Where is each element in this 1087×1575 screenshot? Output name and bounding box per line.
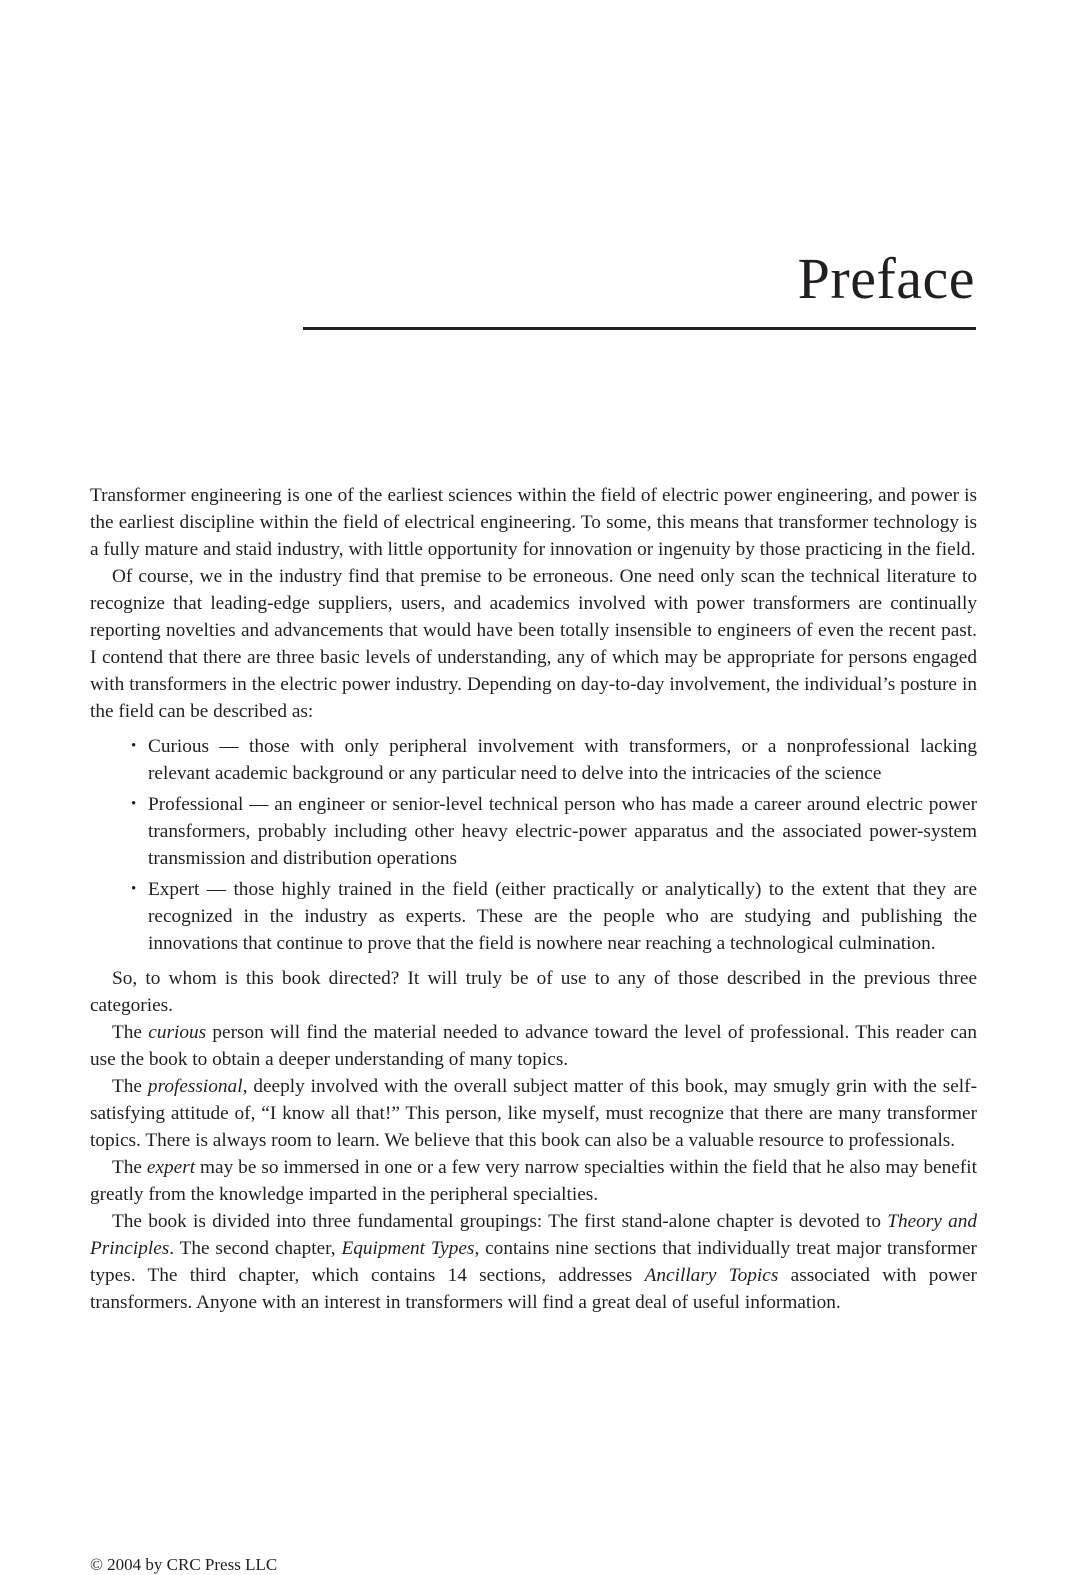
list-item-text: Expert — those highly trained in the field (either practically or analytically) to the extent that they are recognized in the industry as experts. These are the people who are studying and publishing the innovations that continue to prove that the field is nowhere near reaching a technological culmination. xyxy=(148,879,977,954)
paragraph-premise: Of course, we in the industry find that premise to be erroneous. One need only scan the technical literature to recognize that leading-edge suppliers, users, and academics involved with power transformers are continually reporting novelties and advancements that would have been totally insensible to engineers of even the recent past. I contend that there are three basic levels of understanding, any of which may be appropriate for persons engaged with transformers in the electric power industry. Depending on day-to-day involvement, the individual’s posture in the field can be described as: xyxy=(90,566,977,722)
emphasis-expert: expert xyxy=(146,1157,196,1178)
page-title: Preface xyxy=(797,246,975,311)
bullet-icon: • xyxy=(131,881,137,897)
text-run: . The second chapter, xyxy=(169,1238,342,1259)
emphasis-theory: Theory and Principles xyxy=(90,1211,977,1259)
text-run: The xyxy=(112,1076,148,1097)
paragraph-intro: Transformer engineering is one of the earliest sciences within the field of electric power engineering, and power is the earliest discipline within the field of electrical engineering. To some, this means that transformer technology is a fully mature and staid industry, with little opportunity for innovation or ingenuity by those practicing in the field. xyxy=(90,485,977,560)
emphasis-equipment: Equipment Types xyxy=(341,1238,475,1259)
text-run: may be so immersed in one or a few very narrow specialties within the field that he also may benefit greatly from the knowledge imparted in the peripheral specialties. xyxy=(90,1157,978,1205)
text-run: person will find the material needed to advance toward the level of professional. This reader can use the book to obtain a deeper understanding of many topics. xyxy=(90,1022,977,1070)
emphasis-professional: professional xyxy=(147,1076,243,1097)
text-run: The xyxy=(112,1157,147,1178)
emphasis-ancillary: Ancillary Topics xyxy=(644,1265,779,1286)
list-item-expert xyxy=(131,876,977,957)
copyright-notice: © 2004 by CRC Press LLC xyxy=(90,1555,278,1574)
list-item-professional xyxy=(131,791,977,872)
text-run: , deeply involved with the overall subject matter of this book, may smugly grin with the self-satisfying attitude of, “I know all that!” This person, like myself, must recognize that there are many transformer topics. There is always room to learn. We believe that this book can also be a valuable resource to professionals. xyxy=(90,1076,977,1151)
preface-body xyxy=(90,482,977,1316)
text-run: The xyxy=(112,1022,149,1043)
text-run: , contains nine sections that individually treat major transformer types. The third chapter, which contains 14 sections, addresses xyxy=(90,1238,977,1286)
list-item-text: Professional — an engineer or senior-level technical person who has made a career around electric power transformers, probably including other heavy electric-power apparatus and the associated power-system transmission and distribution operations xyxy=(148,794,977,869)
bullet-icon: • xyxy=(131,738,137,754)
text-run: The book is divided into three fundamental groupings: The first stand-alone chapter is devoted to xyxy=(112,1211,888,1232)
list-item-text: Curious — those with only peripheral involvement with transformers, or a nonprofessional lacking relevant academic background or any particular need to delve into the intricacies of the science xyxy=(148,736,977,784)
paragraph-audience: So, to whom is this book directed? It will truly be of use to any of those described in the previous three categories. xyxy=(90,968,977,1016)
bullet-icon: • xyxy=(131,796,137,812)
understanding-levels-list xyxy=(90,733,977,957)
title-underline xyxy=(303,327,976,330)
emphasis-curious: curious xyxy=(148,1022,207,1043)
paragraph-expert xyxy=(90,1154,977,1208)
text-run: associated with power transformers. Anyone with an interest in transformers will find a great deal of useful information. xyxy=(90,1265,977,1313)
paragraph-professional xyxy=(90,1073,977,1154)
list-item-curious xyxy=(131,733,977,787)
paragraph-structure xyxy=(90,1208,977,1316)
paragraph-curious xyxy=(90,1019,977,1073)
